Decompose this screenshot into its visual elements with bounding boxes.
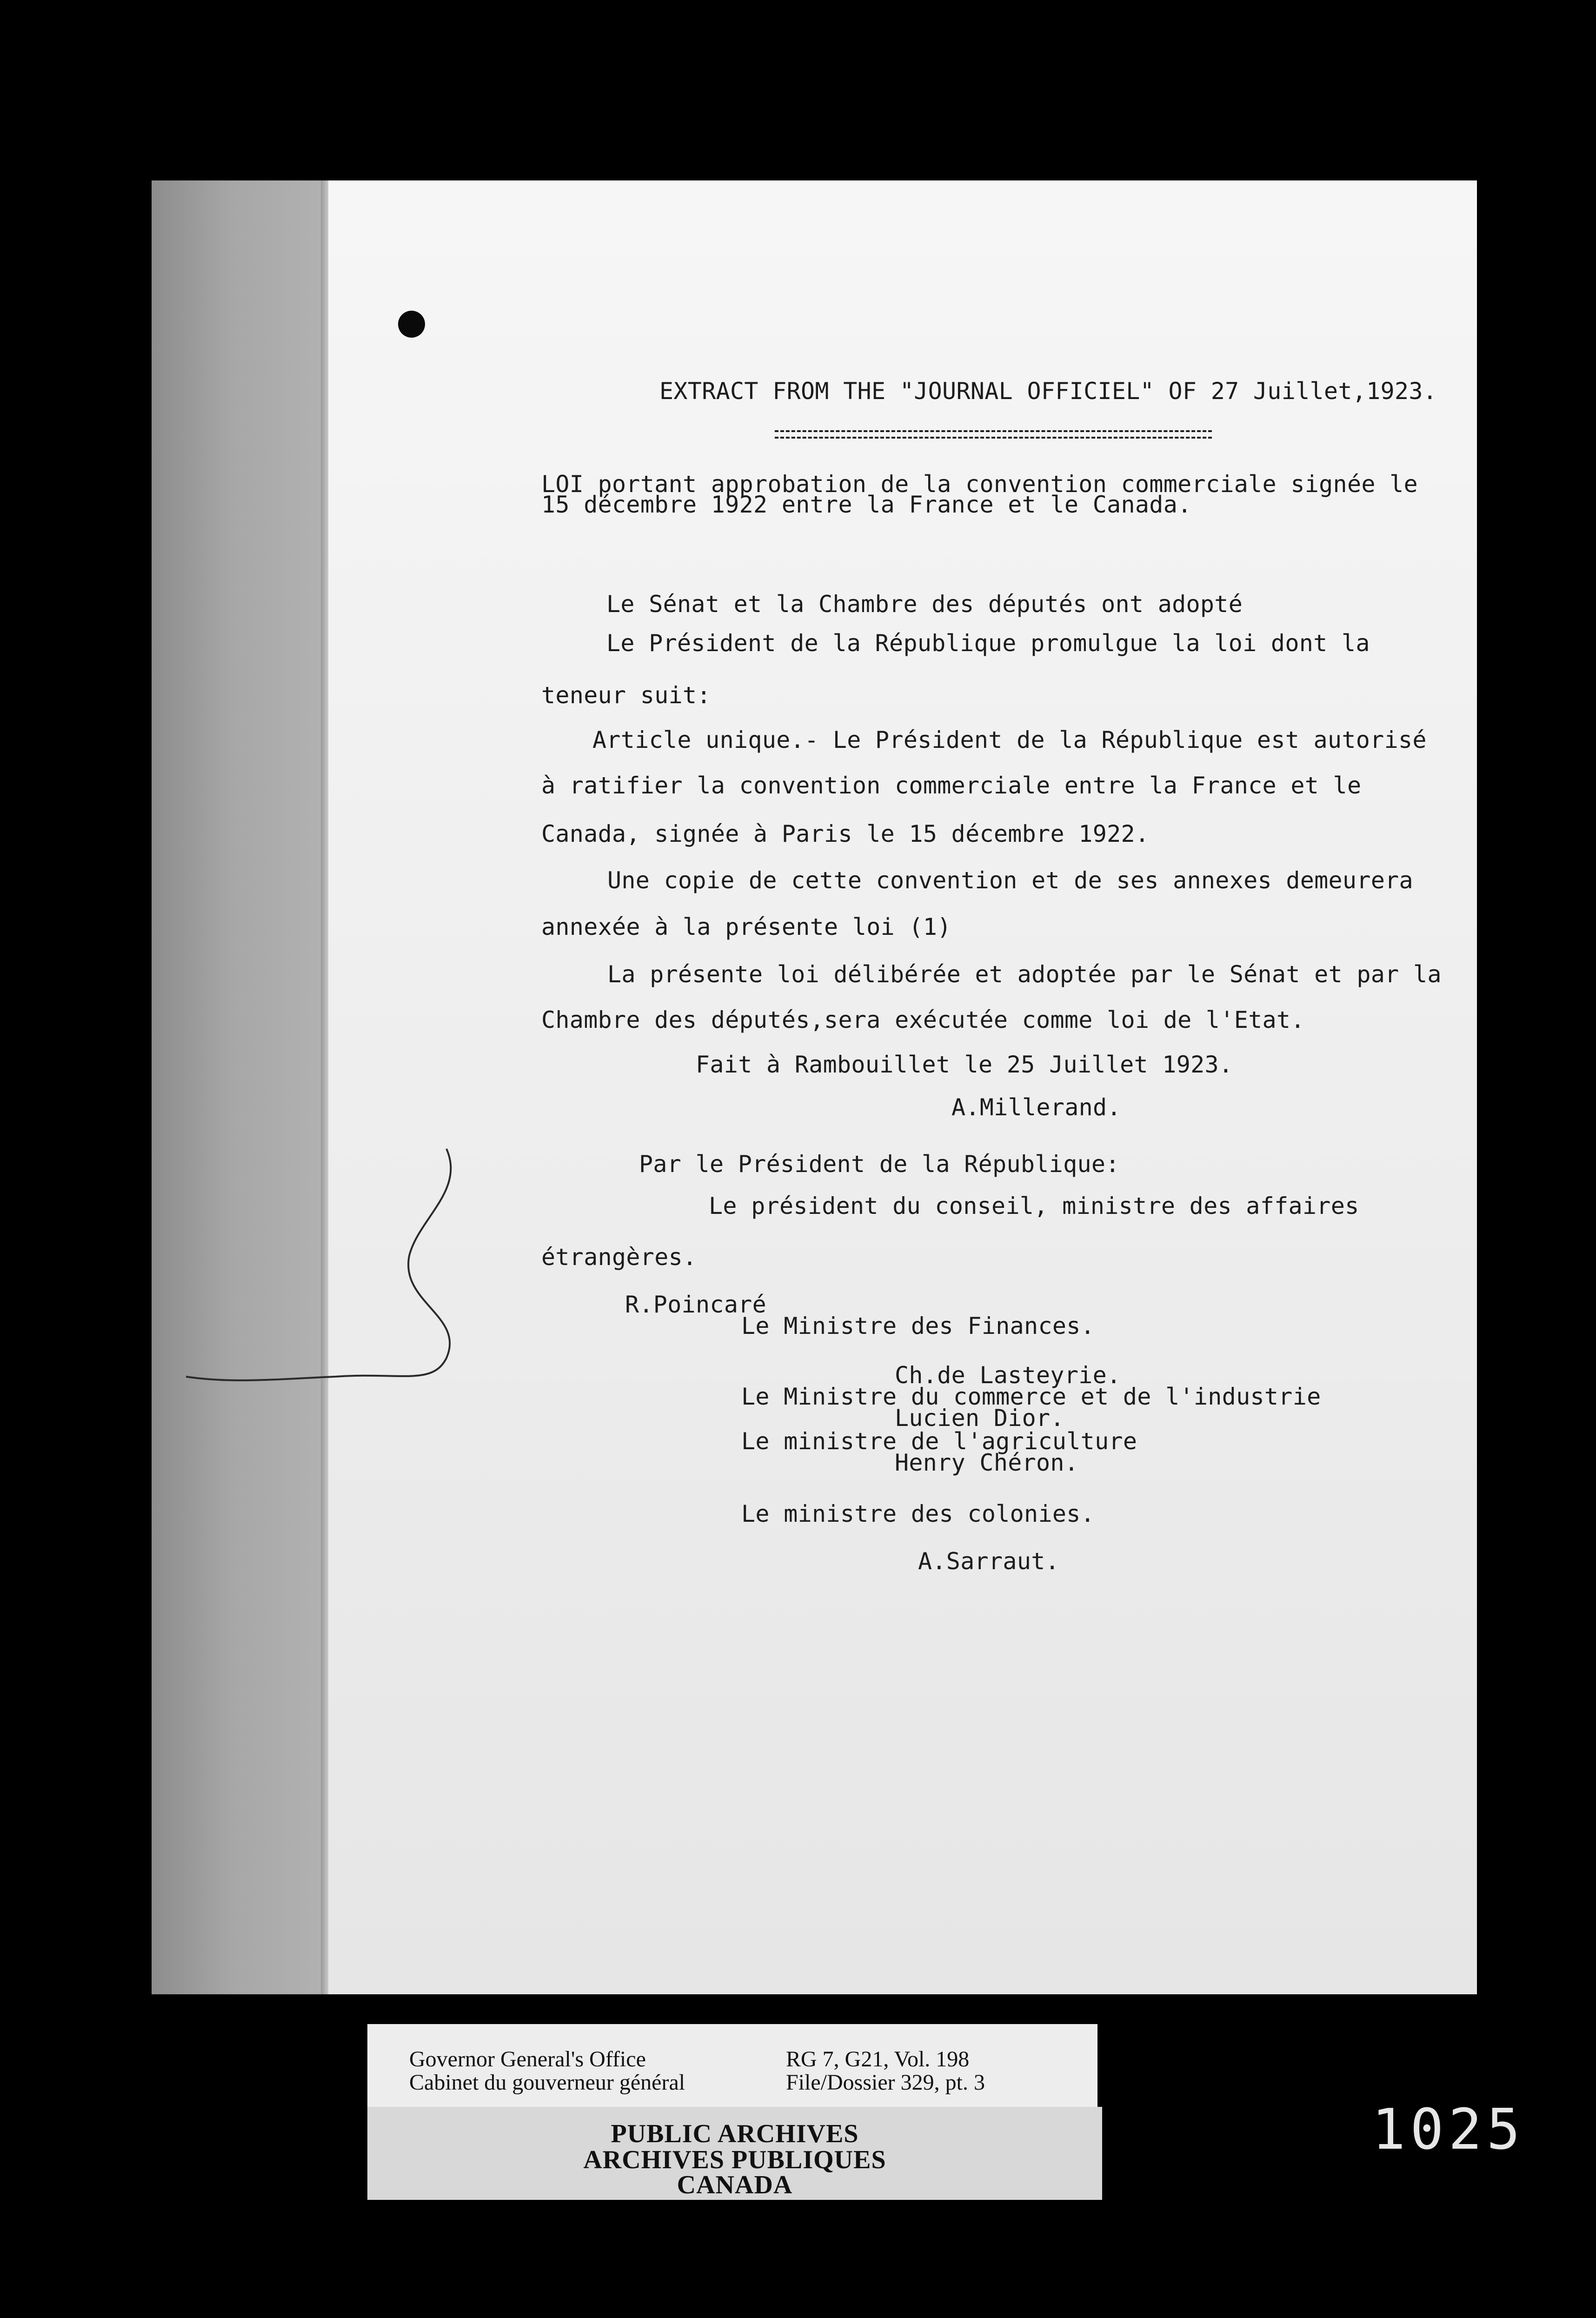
article-line-3: Canada, signée à Paris le 15 décembre 1922. [541, 820, 1150, 847]
law-title-line-2: 15 décembre 1922 entre la France et le Canada. [541, 491, 1192, 518]
stamp-line-2: ARCHIVES PUBLIQUES [583, 2145, 886, 2174]
ministre-commerce: Le Ministre du commerce et de l'industrie [741, 1383, 1321, 1410]
law-title-line-1: LOI portant approbation de la convention commerciale signée le [541, 471, 1418, 498]
office-french: Cabinet du gouverneur général [409, 2070, 685, 2095]
office-english: Governor General's Office [409, 2047, 646, 2072]
signature-millerand: A.Millerand. [951, 1094, 1121, 1121]
ministre-finances: Le Ministre des Finances. [741, 1312, 1095, 1339]
signature-sarraut: A.Sarraut. [918, 1548, 1060, 1575]
signature-cheron: Henry Chéron. [895, 1449, 1079, 1476]
paragraph-promulgation-line-1: Le Président de la République promulgue la loi dont la [606, 630, 1370, 657]
reference-line-2: File/Dossier 329, pt. 3 [786, 2070, 985, 2095]
stamp-line-3: CANADA [677, 2171, 793, 2199]
annex-line-1: Une copie de cette convention et de ses annexes demeurera [607, 867, 1413, 894]
president-conseil-line-1: Le président du conseil, ministre des affaires [709, 1192, 1359, 1219]
president-conseil-line-2: étrangères. [541, 1244, 697, 1271]
execution-line-2: Chambre des députés,sera exécutée comme loi de l'Etat. [541, 1006, 1305, 1033]
frame-number: 1025 [1372, 2098, 1525, 2162]
annex-line-2: annexée à la présente loi (1) [541, 913, 951, 940]
ministre-agriculture: Le ministre de l'agriculture [741, 1428, 1137, 1455]
signature-dior: Lucien Dior. [895, 1405, 1064, 1432]
article-line-2: à ratifier la convention commerciale entre la France et le [541, 772, 1362, 799]
execution-line-1: La présente loi délibérée et adoptée par le Sénat et par la [607, 961, 1442, 988]
place-and-date: Fait à Rambouillet le 25 Juillet 1923. [696, 1051, 1233, 1078]
document-heading: EXTRACT FROM THE "JOURNAL OFFICIEL" OF 27 Juillet,1923. [659, 378, 1437, 405]
par-le-president: Par le Président de la République: [639, 1151, 1120, 1178]
pen-stroke [186, 1149, 451, 1380]
archive-label-card [367, 2024, 1097, 2108]
reference-line-1: RG 7, G21, Vol. 198 [786, 2047, 970, 2072]
signature-poincare: R.Poincaré [625, 1291, 767, 1318]
paragraph-senat: Le Sénat et la Chambre des députés ont adopté [606, 591, 1243, 618]
article-line-1: Article unique.- Le Président de la République est autorisé [592, 726, 1427, 753]
stamp-line-1: PUBLIC ARCHIVES [611, 2119, 859, 2148]
ministre-colonies: Le ministre des colonies. [741, 1500, 1095, 1527]
signature-lasteyrie: Ch.de Lasteyrie. [895, 1362, 1121, 1389]
archives-stamp [367, 2107, 1102, 2200]
paragraph-promulgation-line-2: teneur suit: [541, 682, 711, 709]
